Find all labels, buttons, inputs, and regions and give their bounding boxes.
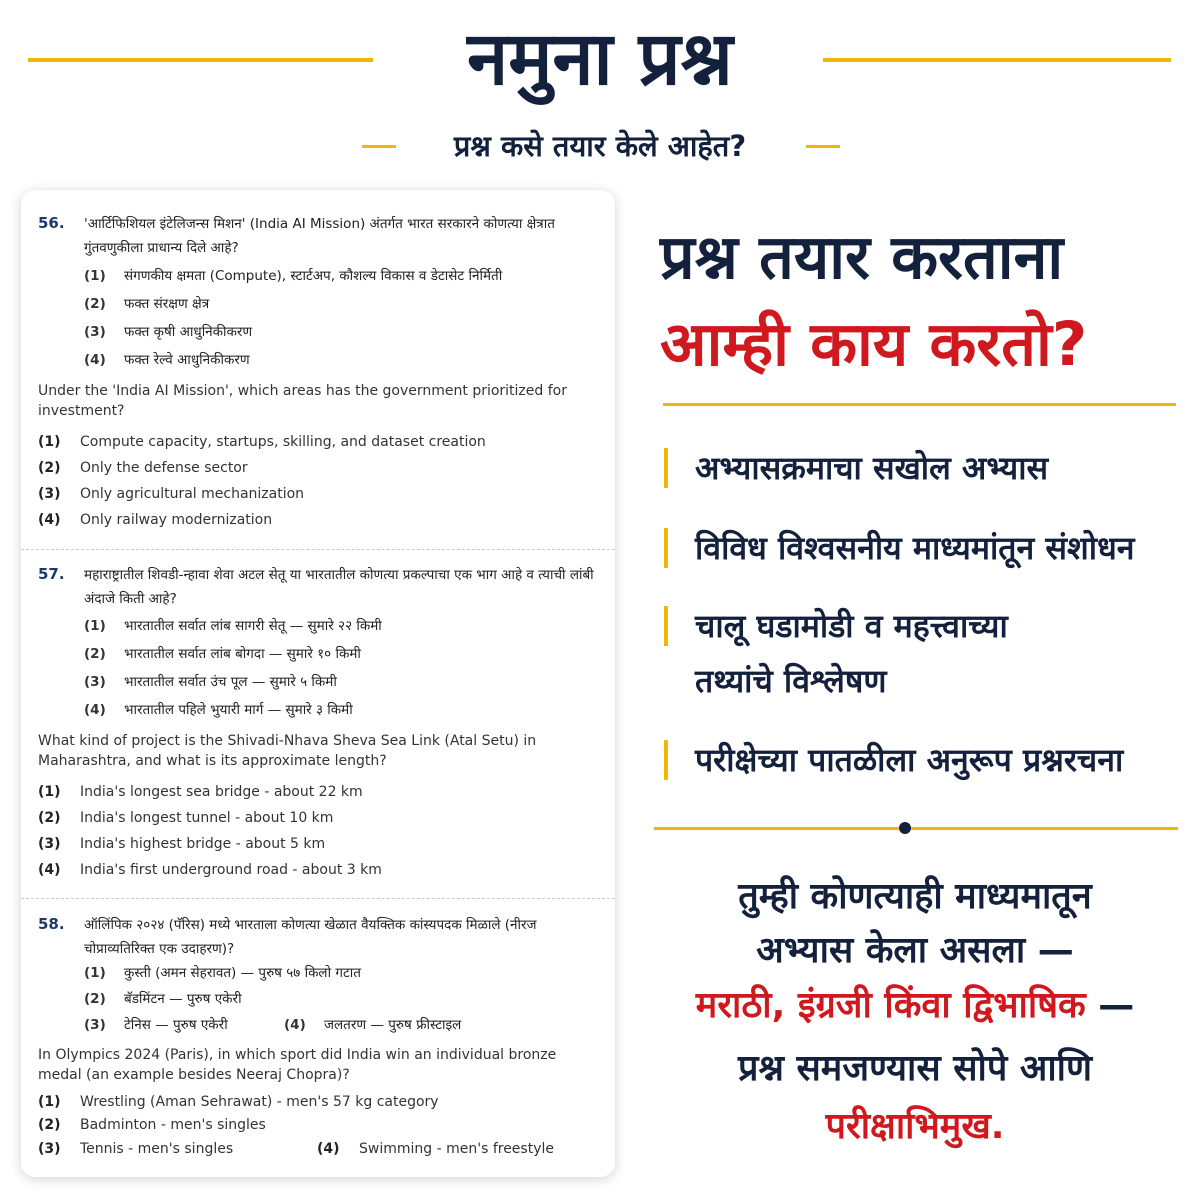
question-text-english: In Olympics 2024 (Paris), in which sport did India win an individual bronze medal (an example besides Neeraj Chopra)?: [38, 1047, 557, 1083]
closing-line-2: अभ्यास केला असला —: [756, 930, 1074, 971]
bullet-marker: [664, 740, 668, 780]
option-marathi: (2) बॅडमिंटन — पुरुष एकेरी: [84, 991, 242, 1007]
bullet-item: परीक्षेच्या पातळीला अनुरूप प्रश्नरचना: [695, 741, 1124, 779]
question-text-marathi: महाराष्ट्रातील शिवडी-न्हावा शेवा अटल सेतू या भारतातील कोणत्या प्रकल्पाचा एक भाग आहे व त्याची लांबी अंदाजे किती आहे?: [84, 567, 594, 607]
title-divider-right: [823, 58, 1171, 62]
option-marathi: (4) फक्त रेल्वे आधुनिकीकरण: [84, 352, 250, 368]
option-english: (4) Swimming - men's freestyle: [317, 1141, 554, 1157]
question-number: 57.: [38, 565, 65, 583]
option-english: (2) Badminton - men's singles: [38, 1117, 266, 1133]
right-heading-line2: आम्ही काय करतो?: [660, 309, 1088, 380]
option-marathi: (3) टेनिस — पुरुष एकेरी: [84, 1017, 228, 1033]
closing-divider-left: [654, 827, 899, 830]
question-text-english: What kind of project is the Shivadi-Nhava Sheva Sea Link (Atal Setu) in Maharashtra, and what is its approximate length?: [38, 733, 537, 769]
option-english: (4) Only railway modernization: [38, 512, 273, 528]
bullet-item-continued: तथ्यांचे विश्लेषण: [695, 662, 887, 700]
bullet-marker: [664, 606, 668, 646]
bullet-marker: [664, 528, 668, 568]
option-english: (2) India's longest tunnel - about 10 km: [38, 810, 334, 826]
option-marathi: (2) फक्त संरक्षण क्षेत्र: [84, 296, 210, 312]
bullet-item: अभ्यासक्रमाचा सखोल अभ्यास: [695, 449, 1049, 487]
closing-line-5: परीक्षाभिमुख.: [825, 1106, 1005, 1147]
option-english: (1) Compute capacity, startups, skilling, and dataset creation: [38, 434, 486, 450]
page-title: नमुना प्रश्न: [467, 16, 733, 102]
option-marathi: (1) भारतातील सर्वात लांब सागरी सेतू — सुमारे २२ किमी: [84, 618, 382, 634]
question-number: 56.: [38, 214, 65, 232]
option-marathi: (3) भारतातील सर्वात उंच पूल — सुमारे ५ किमी: [84, 674, 337, 690]
closing-line-1: तुम्ही कोणत्याही माध्यमातून: [738, 876, 1092, 917]
option-marathi: (3) फक्त कृषी आधुनिकीकरण: [84, 324, 253, 340]
heading-divider: [663, 403, 1176, 406]
question-divider: [21, 549, 615, 550]
bullet-item: चालू घडामोडी व महत्त्वाच्या: [695, 607, 1008, 645]
closing-line-3: मराठी, इंग्रजी किंवा द्विभाषिक —: [695, 985, 1135, 1026]
bullet-item: विविध विश्वसनीय माध्यमांतून संशोधन: [695, 529, 1135, 567]
subtitle-dash-right: [806, 145, 840, 148]
question-text-english: Under the 'India AI Mission', which areas has the government prioritized for investment?: [38, 383, 567, 419]
option-english: (3) Only agricultural mechanization: [38, 486, 305, 502]
question-text-marathi: ऑलिंपिक २०२४ (पॅरिस) मध्ये भारताला कोणत्या खेळात वैयक्तिक कांस्यपदक मिळाले (नीरज चोप्राव्यतिरिक्त एक उदाहरण)?: [84, 917, 537, 957]
option-english: (1) Wrestling (Aman Sehrawat) - men's 57 kg category: [38, 1094, 439, 1110]
option-english: (2) Only the defense sector: [38, 460, 248, 476]
sample-questions-card: [21, 190, 615, 1177]
option-english: (4) India's first underground road - about 3 km: [38, 862, 382, 878]
bullet-marker: [664, 448, 668, 488]
option-marathi: (1) कुस्ती (अमन सेहरावत) — पुरुष ५७ किलो गटात: [84, 965, 361, 981]
right-heading-line1: प्रश्न तयार करताना: [660, 222, 1064, 293]
closing-line-4: प्रश्न समजण्यास सोपे आणि: [737, 1048, 1092, 1089]
option-english: (3) Tennis - men's singles: [38, 1141, 234, 1157]
question-text-marathi: 'आर्टिफिशियल इंटेलिजन्स मिशन' (India AI Mission) अंतर्गत भारत सरकारने कोणत्या क्षेत्रात गुंतवणुकीला प्राधान्य दिले आहे?: [84, 216, 555, 256]
option-english: (3) India's highest bridge - about 5 km: [38, 836, 326, 852]
divider-dot: [899, 822, 911, 834]
option-english: (1) India's longest sea bridge - about 22 km: [38, 784, 363, 800]
option-marathi: (4) भारतातील पहिले भुयारी मार्ग — सुमारे ३ किमी: [84, 702, 353, 718]
option-marathi: (2) भारतातील सर्वात लांब बोगदा — सुमारे १० किमी: [84, 646, 361, 662]
page-subtitle: प्रश्न कसे तयार केले आहेत?: [453, 129, 747, 163]
question-number: 58.: [38, 915, 65, 933]
option-marathi: (4) जलतरण — पुरुष फ्रीस्टाइल: [284, 1017, 462, 1033]
question-divider: [21, 898, 615, 899]
title-divider-left: [28, 58, 373, 62]
option-marathi: (1) संगणकीय क्षमता (Compute), स्टार्टअप, कौशल्य विकास व डेटासेट निर्मिती: [84, 268, 503, 284]
closing-divider-right: [911, 827, 1178, 830]
